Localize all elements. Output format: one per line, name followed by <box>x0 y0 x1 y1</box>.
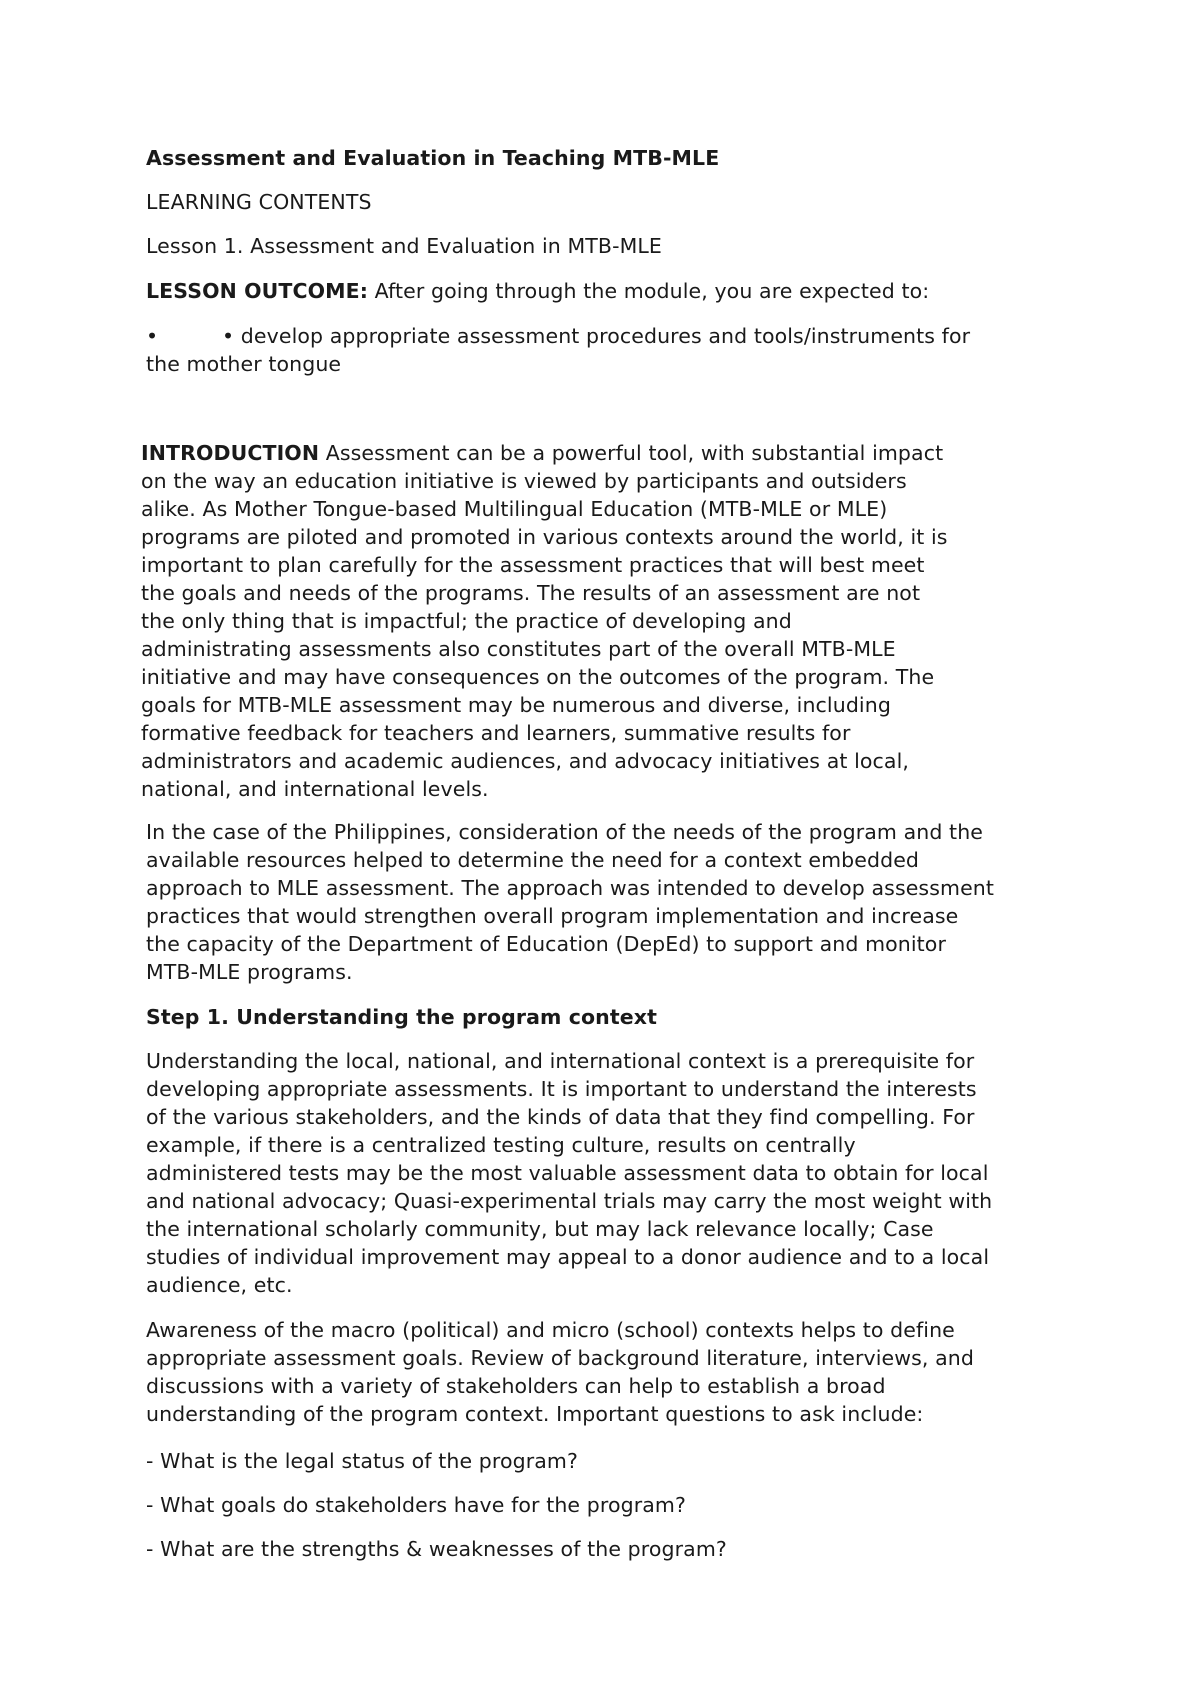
awareness-paragraph: Awareness of the macro (political) and micro (school) contexts helps to define appropriate assessment goals. Review of background literature, interviews, and discussions with a variety of stakeholders can help to establish a broad understanding of the program context. Important questions to ask include: <box>146 1318 974 1426</box>
introduction-text: Assessment can be a powerful tool, with substantial impact on the way an education initiative is viewed by participants and outsiders alike. As Mother Tongue-based Multilingual Education (MTB-MLE or MLE) programs are piloted and promoted in various contexts around the world, it is important to plan carefully for the assessment practices that will best meet the goals and needs of the programs. The results of an assessment are not the only thing that is impactful; the practice of developing and administrating assessments also constitutes part of the overall MTB-MLE initiative and may have consequences on the outcomes of the program. The goals for MTB-MLE assessment may be numerous and diverse, including formative feedback for teachers and learners, summative results for administrators and academic audiences, and advocacy initiatives at local, national, and international levels. <box>141 441 948 801</box>
lesson-title: Lesson 1. Assessment and Evaluation in MTB-MLE <box>146 234 662 258</box>
question-item: - What are the strengths & weaknesses of the program? <box>146 1537 727 1561</box>
bullet-marker: • <box>146 324 159 348</box>
question-item: - What goals do stakeholders have for the program? <box>146 1493 686 1517</box>
outcome-bullet-list <box>146 322 1086 378</box>
introduction-paragraph <box>141 439 1081 803</box>
question-item: - What is the legal status of the program? <box>146 1449 578 1473</box>
context-paragraph: Understanding the local, national, and international context is a prerequisite for developing appropriate assessments. It is important to understand the interests of the various stakeholders, and the kinds of data that they find compelling. For example, if there is a centralized testing culture, results on centrally administered tests may be the most valuable assessment data to obtain for local and national advocacy; Quasi-experimental trials may carry the most weight with the international scholarly community, but may lack relevance locally; Case studies of individual improvement may appeal to a donor audience and to a local audience, etc. <box>146 1049 993 1297</box>
learning-contents-heading: LEARNING CONTENTS <box>146 190 372 214</box>
philippines-paragraph: In the case of the Philippines, consideration of the needs of the program and the available resources helped to determine the need for a context embedded approach to MLE assessment. The approach was intended to develop assessment practices that would strengthen overall program implementation and increase the capacity of the Department of Education (DepEd) to support and monitor MTB-MLE programs. <box>146 820 995 984</box>
introduction-label: INTRODUCTION <box>141 441 320 465</box>
lesson-outcome-label: LESSON OUTCOME: <box>146 279 369 303</box>
bullet-item-text: • develop appropriate assessment procedures and tools/instruments for the mother tongue <box>146 324 971 376</box>
lesson-outcome <box>146 277 1086 305</box>
document-title: Assessment and Evaluation in Teaching MTB-MLE <box>146 146 720 170</box>
lesson-outcome-text: After going through the module, you are expected to: <box>368 279 930 303</box>
step1-heading: Step 1. Understanding the program context <box>146 1005 658 1029</box>
